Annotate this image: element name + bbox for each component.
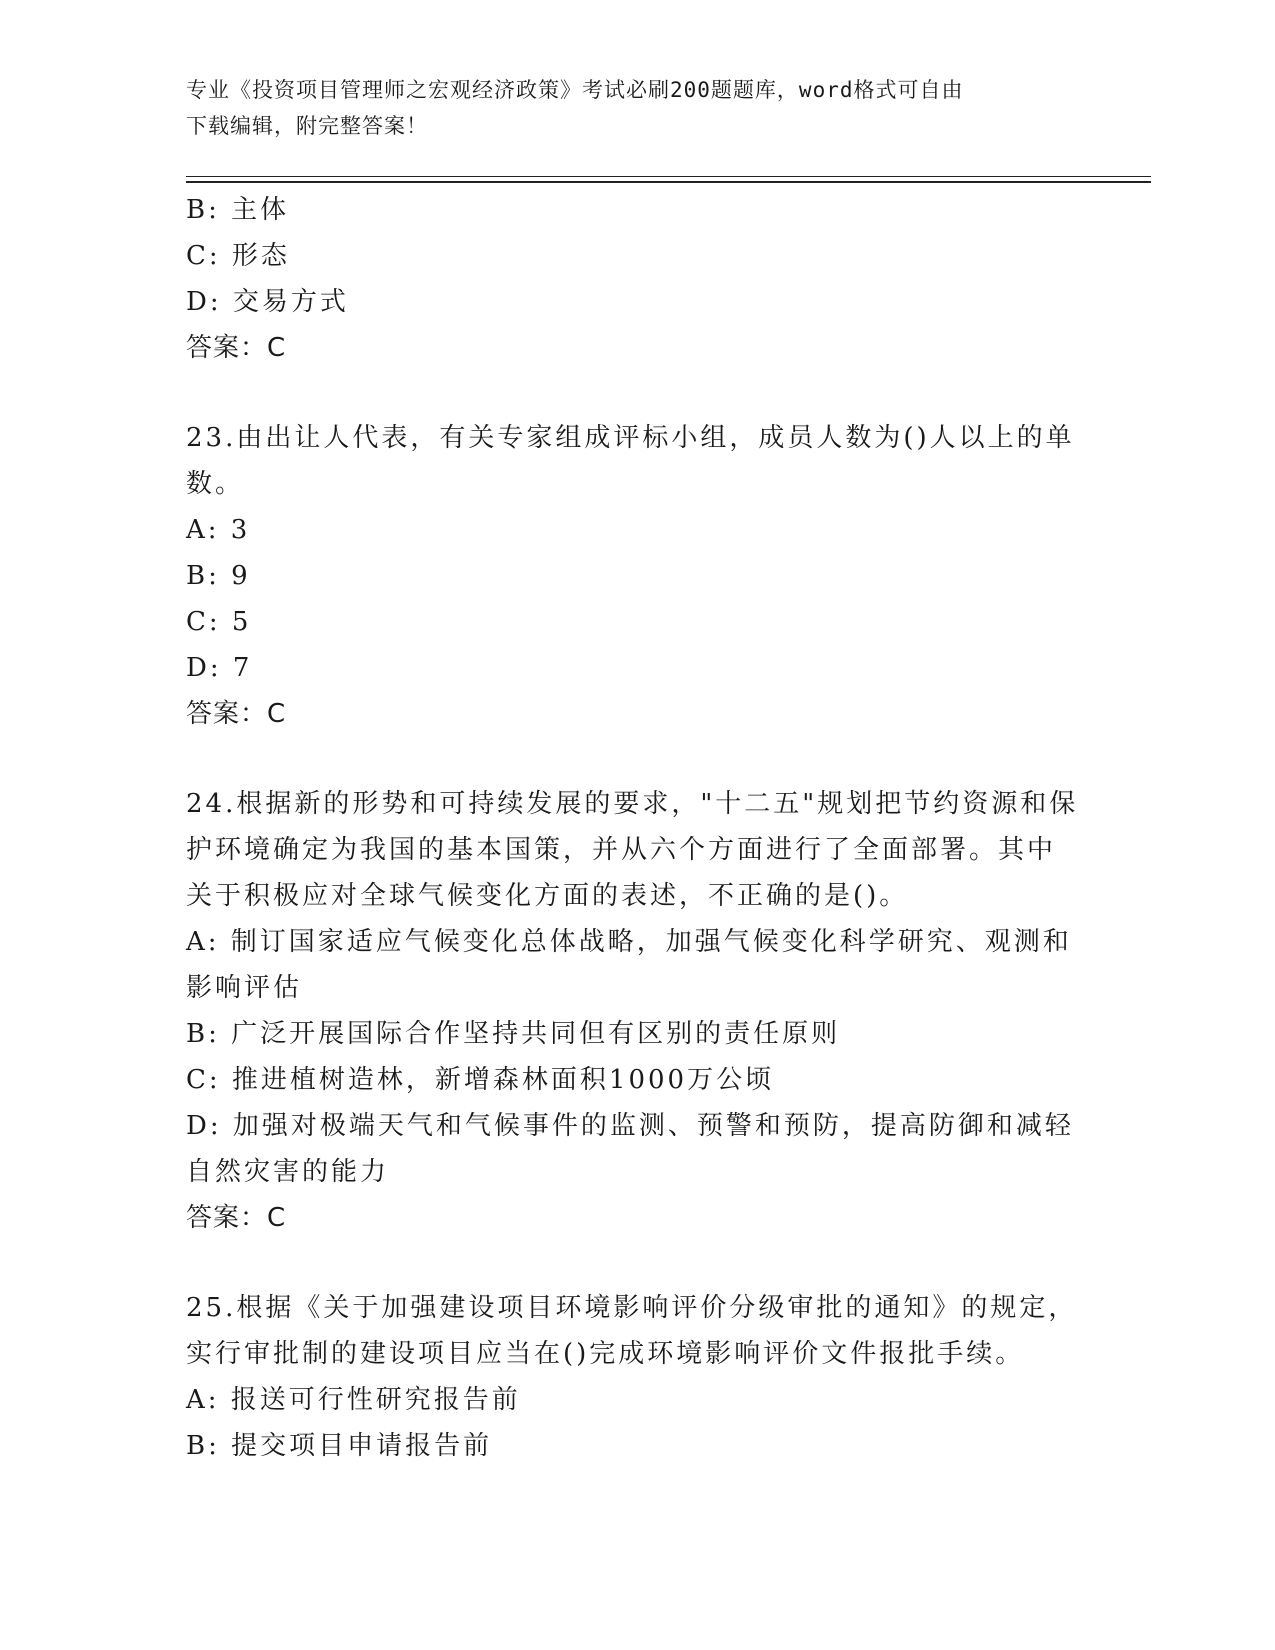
option-d: D: 加强对极端天气和气候事件的监测、预警和预防，提高防御和减轻 [186, 1111, 1074, 1141]
option-a: A: 报送可行性研究报告前 [186, 1385, 521, 1415]
option-c: C: 形态 [186, 241, 290, 271]
option-b: B: 广泛开展国际合作坚持共同但有区别的责任原则 [186, 1019, 841, 1049]
option-d: D: 交易方式 [186, 287, 349, 317]
option-a: A: 3 [186, 515, 251, 545]
question-stem-line: 23.由出让人代表，有关专家组成评标小组，成员人数为()人以上的单 [186, 423, 1075, 453]
page-header [186, 72, 1066, 144]
header-divider-thick [186, 181, 1151, 183]
answer-line: 答案：C [186, 699, 287, 729]
question-spacer [186, 1241, 1086, 1285]
answer-line: 答案：C [186, 333, 287, 363]
question-spacer [186, 737, 1086, 781]
question-22-tail [186, 187, 1086, 371]
option-c: C: 推进植树造林，新增森林面积1000万公顷 [186, 1065, 775, 1095]
header-title-line-2: 下载编辑，附完整答案！ [186, 114, 428, 138]
answer-line: 答案：C [186, 1203, 287, 1233]
option-c: C: 5 [186, 607, 252, 637]
question-stem-line: 数。 [186, 469, 245, 499]
option-d-continued: 自然灾害的能力 [186, 1157, 390, 1187]
question-stem-line: 25.根据《关于加强建设项目环境影响评价分级审批的通知》的规定， [186, 1293, 1078, 1323]
question-23 [186, 415, 1086, 737]
option-a-continued: 影响评估 [186, 973, 303, 1003]
question-25 [186, 1285, 1086, 1469]
question-stem-line: 实行审批制的建设项目应当在()完成环境影响评价文件报批手续。 [186, 1339, 1025, 1369]
question-stem-line: 护环境确定为我国的基本国策，并从六个方面进行了全面部署。其中 [186, 835, 1057, 865]
option-d: D: 7 [186, 653, 253, 683]
header-title-line-1: 专业《投资项目管理师之宏观经济政策》考试必刷200题题库，word格式可自由 [186, 78, 964, 102]
question-list [186, 187, 1086, 1469]
option-b: B: 提交项目申请报告前 [186, 1431, 493, 1461]
option-b: B: 主体 [186, 195, 290, 225]
question-24 [186, 781, 1086, 1241]
question-stem-line: 24.根据新的形势和可持续发展的要求，"十二五"规划把节约资源和保 [186, 789, 1079, 819]
option-b: B: 9 [186, 561, 251, 591]
question-stem-line: 关于积极应对全球气候变化方面的表述，不正确的是()。 [186, 881, 909, 911]
header-divider-thin [186, 176, 1151, 177]
question-spacer [186, 371, 1086, 415]
option-a: A: 制订国家适应气候变化总体战略，加强气候变化科学研究、观测和 [186, 927, 1072, 957]
